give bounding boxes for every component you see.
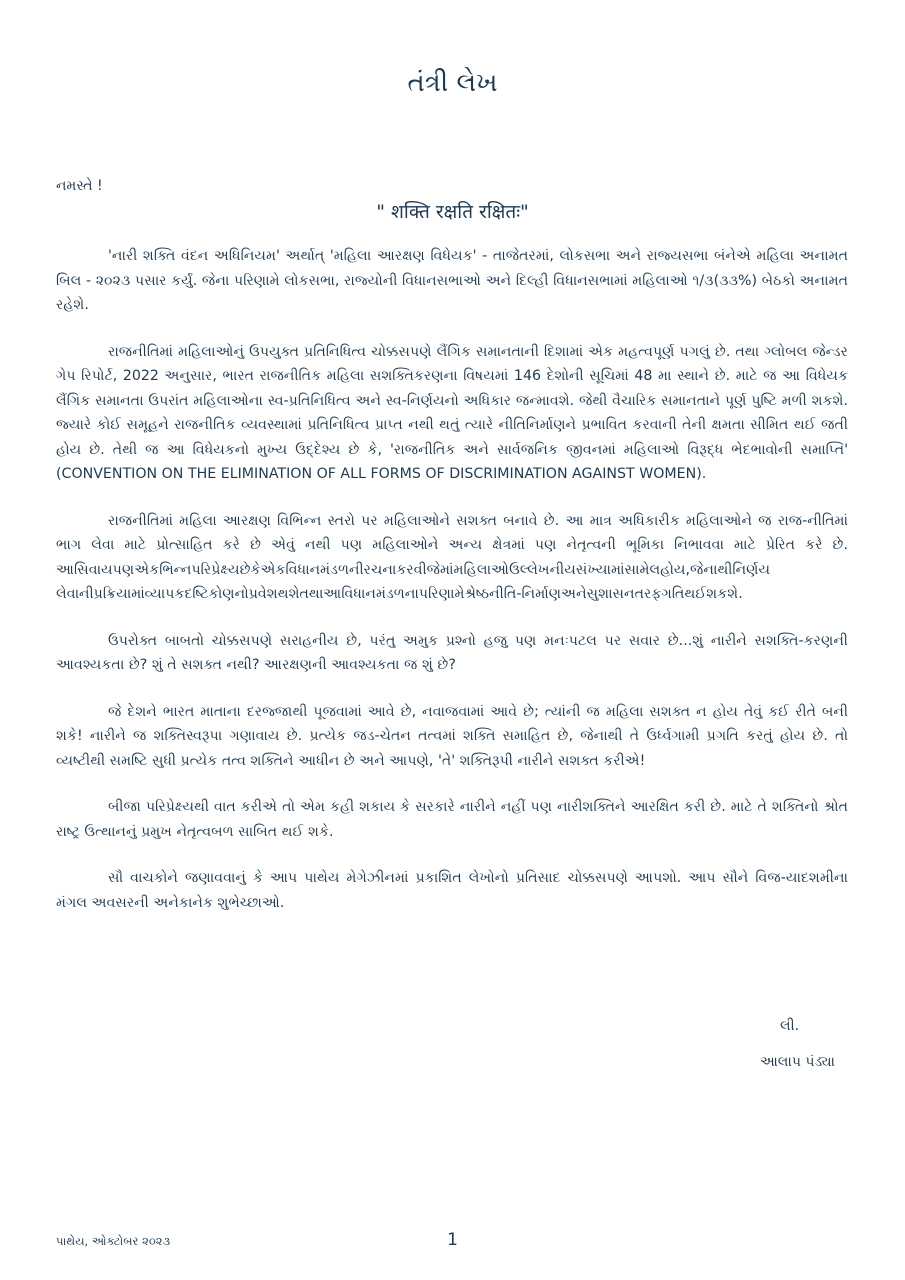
paragraph-5: જે દેશને ભારત માતાના દરજ્જાથી પૂજવામાં આવે છે, નવાજવામાં આવે છે; ત્યાંની જ મહિલા સશક્ત ન હોય તેવું કઈ રીતે બની શકે! નારીને જ શક્તિસ્વરૂપા ગણાવાય છે. પ્રત્યેક જડ-ચેતન તત્વમાં શક્તિ સમાહિત છે, જેનાથી તે ઉર્ધ્વગામી પ્રગતિ કરતું હોય છે. તો વ્યષ્ટીથી સમષ્ટિ સુધી પ્રત્યેક તત્વ શક્તિને આધીન છે અને આપણે, 'તે' શક્તિરૂપી નારીને સશક્ત કરીએ! [56, 703, 848, 769]
paragraph-6: બીજા પરિપ્રેક્ષ્યથી વાત કરીએ તો એમ કહી શકાય કે સરકારે નારીને નહીં પણ નારીશક્તિને આરક્ષિત કરી છે. માટે તે શક્તિનો શ્રોત રાષ્ટ્ર ઉત્થાનનું પ્રમુખ નેતૃત્વબળ સાબિત થઈ શકે. [56, 799, 848, 840]
signoff: લી. [780, 1018, 800, 1034]
paragraph-1: 'નારી શક્તિ વંદન અધિનિયમ' અર્થાત્ 'મહિલા આરક્ષણ વિધેયક' - તાજેતરમાં, લોકસભા અને રાજ્યસભા બંનેએ મહિલા અનામત બિલ - ૨૦૨૩ પસાર કર્યું. જેના પરિણામે લોકસભા, રાજ્યોની વિધાનસભાઓ અને દિલ્હી વિધાનસભામાં મહિલાઓ ૧/૩(૩૩%) બેઠકો અનામત રહેશે. [56, 248, 848, 313]
footer-publication: પાથેય, ઓક્ટોબર ૨૦૨૩ [56, 1234, 171, 1248]
author-signature: આલાપ પંડ્યા [760, 1054, 835, 1070]
paragraph-4: ઉપરોક્ત બાબતો ચોક્કસપણે સરાહનીય છે, પરંતુ અમુક પ્રશ્નો હજુ પણ મનઃપટલ પર સવાર છે...શું નારીને સશક્તિ-કરણની આવશ્યકતા છે? શું તે સશક્ત નથી? આરક્ષણની આવશ્યકતા જ શું છે? [56, 632, 848, 673]
greeting: નમસ્તે ! [56, 178, 103, 194]
motto-quote: " शक्ति रक्षति रक्षितः" [376, 201, 529, 223]
paragraph-2: રાજનીતિમાં મહિલાઓનું ઉપયુક્ત પ્રતિનિધિત્વ ચોક્કસપણે લૈંગિક સમાનતાની દિશામાં એક મહત્વપૂર્ણ પગલું છે. તથા ગ્લોબલ જેન્ડર ગેપ રિપોર્ટ, 2022 અનુસાર, ભારત રાજનીતિક મહિલા સશક્તિકરણના વિષયમાં 146 દેશોની સૂચિમાં 48 મા સ્થાને છે. માટે જ આ વિધેયક લૈંગિક સમાનતા ઉપરાંત મહિલાઓના સ્વ-પ્રતિનિધિત્વ અને સ્વ-નિર્ણયનો અધિકાર જન્માવશે. જેથી વૈચારિક સમાનતાને પૂર્ણ પુષ્ટિ મળી શકશે. જ્યારે કોઈ સમૂહને રાજનીતિક વ્યવસ્થામાં પ્રતિનિધિત્વ પ્રાપ્ત નથી થતું ત્યારે નીતિનિર્માણને પ્રભાવિત કરવાની તેની ક્ષમતા સીમિત થઈ જતી હોય છે. તેથી જ આ વિધેયકનો મુખ્ય ઉદ્દેશ્ય છે કે, 'રાજનીતિક અને સાર્વજનિક જીવનમાં મહિલાઓ વિરૂદ્ધ ભેદભાવોની સમાપ્તિ' (CONVENTION ON THE ELIMINATION OF ALL FORMS OF DISCRIMINATION AGAINST WOMEN). [56, 343, 848, 482]
editorial-body [56, 244, 848, 937]
page-number: 1 [447, 1230, 458, 1250]
paragraph-3: રાજનીતિમાં મહિલા આરક્ષણ વિભિન્ન સ્તરો પર મહિલાઓને સશક્ત બનાવે છે. આ માત્ર અધિકારીક મહિલાઓને જ રાજ-નીતિમાં ભાગ લેવા માટે પ્રોત્સાહિત કરે છે એવું નથી પણ મહિલાઓને અન્ય ક્ષેત્રમાં પણ નેતૃત્વની ભૂમિકા નિભાવવા માટે પ્રેરિત કરે છે. આસિવાયપણએકભિન્નપરિપ્રેક્ષ્યછેકેએકવિધાનમંડળનીરચનાકરવીજેમાંમહિલાઓઉલ્લેખનીયસંખ્યામાંસામેલહોય,જેનાથીનિર્ણય લેવાનીપ્રક્રિયામાંવ્યાપકદષ્ટિકોણનોપ્રવેશથશેતથાઆવિધાનમંડળનાપરિણામેશ્રેષ્ઠનીતિ-નિર્માણઅનેસુશાસનતરફગતિથઈશકશે. [56, 512, 848, 602]
page-title: તંત્રી લેખ [407, 68, 498, 98]
paragraph-7: સૌ વાચકોને જણાવવાનું કે આપ પાથેય મેગેઝીનમાં પ્રકાશિત લેખોનો પ્રતિસાદ ચોક્કસપણે આપશો. આપ સૌને વિજ-યાદશમીના મંગલ અવસરની અનેકાનેક શુભેચ્છાઓ. [56, 870, 848, 911]
